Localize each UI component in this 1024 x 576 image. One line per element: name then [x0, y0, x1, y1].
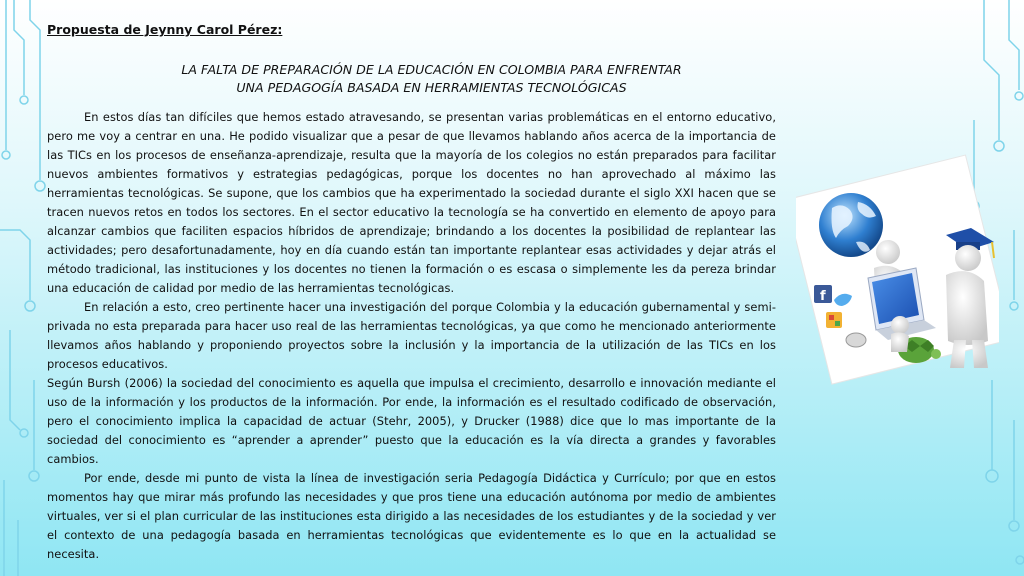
paragraph-1: En estos días tan difíciles que hemos estado atravesando, se presentan varias problemáticas en el entorno educativo, pero me voy a centrar en una. He podido visualizar que a pesar de que llevamos hablando años acerca de la importancia de las TICs en los procesos de enseñanza-aprendizaje, resulta que la mayoría de los colegios no están preparados para facilitar nuevos ambientes formativos y estrategias pedagógicas, porque los docentes no han aprovechado al máximo las herramientas tecnológicas. Se supone, que los cambios que ha experimentado la sociedad durante el siglo XXI hacen que se tracen nuevos retos en todos los sectores. En el sector educativo la tecnología se ha convertido en elemento de apoyo para alcanzar cambios que faciliten espacios híbridos de aprendizaje; brindando a los docentes la posibilidad de replantear las actividades; pero desafortunadamente, hoy en día cuando están tan importante replantear esas actividades y dejar atrás el método tradicional, las instituciones y los docentes no tienen la formación o es escasa o simplemente les da pereza brindar una educación de calidad por medio de las herramientas tecnológicas.	[47, 110, 776, 295]
circuit-decoration-left	[0, 0, 50, 576]
paragraph-2: En relación a esto, creo pertinente hacer una investigación del porque Colombia y la educación gubernamental y semi-privada no esta preparada para hacer uso real de las herramientas tecnológicas, ya que como he mencionado anteriormente llevamos años hablando y proponiendo proyectos sobre la inclusión y la importancia de la utilización de las TICs en los procesos educativos.	[47, 300, 776, 371]
document-title	[47, 61, 776, 97]
app-icon	[826, 312, 842, 328]
title-line-2: UNA PEDAGOGÍA BASADA EN HERRAMIENTAS TECNOLÓGICAS	[236, 80, 627, 95]
facebook-icon	[814, 285, 832, 304]
globe-icon	[819, 193, 883, 257]
title-line-1: LA FALTA DE PREPARACIÓN DE LA EDUCACIÓN EN COLOMBIA PARA ENFRENTAR	[181, 62, 682, 77]
document-body	[47, 22, 776, 564]
paragraph-4: Por ende, desde mi punto de vista la línea de investigación seria Pedagogía Didáctica y Currículo; por que en estos momentos hay que mirar más profundo las necesidades y que pros tiene una educación autónoma por medio de ambientes virtuales, ver si el plan curricular de las instituciones esta dirigido a las necesidades de los estudiantes y de la sociedad y ver el contexto de una pedagogía basada en herramientas tecnológicas que evidentemente es lo que en la actualidad se necesita.	[47, 471, 776, 561]
paragraph-3: Según Bursh (2006) la sociedad del conocimiento es aquella que impulsa el crecimiento, desarrollo e innovación mediante el uso de la información y los productos de la información. Por ende, la información es el resultado codificado de observación, pero el conocimiento implica la capacidad de actuar (Stehr, 2005), y Drucker (1988) dice que lo mas importante de la sociedad del conocimiento es “aprender a aprender” puesto que la educación es la vía directa a grandes y favorables cambios.	[47, 376, 776, 466]
author-heading: Propuesta de Jeynny Carol Pérez:	[47, 22, 283, 37]
svg-text:f: f	[820, 289, 826, 304]
education-technology-illustration	[796, 150, 999, 388]
mouse-icon	[846, 333, 866, 347]
